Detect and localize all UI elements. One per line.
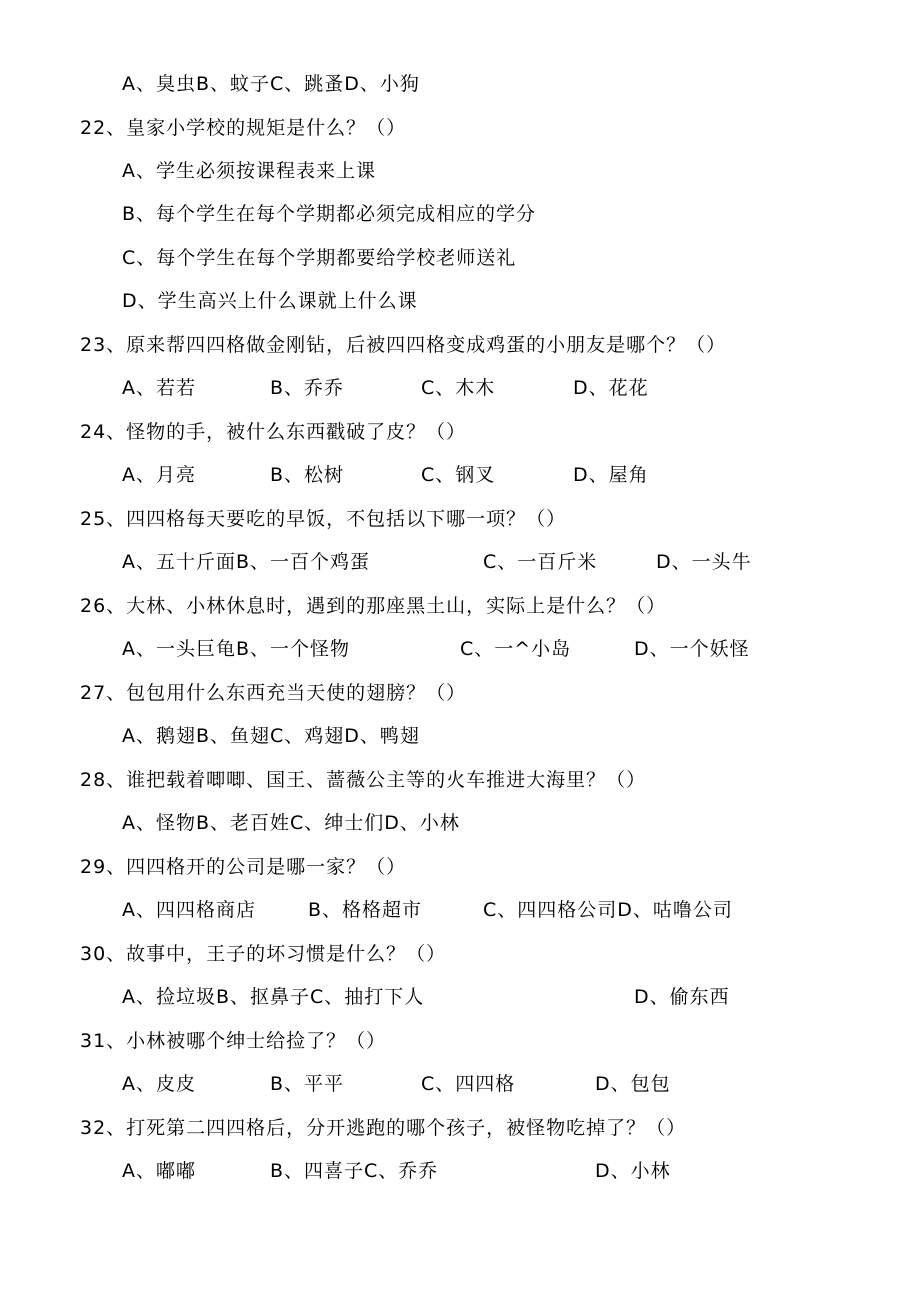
q32-option-d: D、小林 <box>595 1160 671 1182</box>
q32-option-bc: B、四喜子C、乔乔 <box>270 1160 439 1182</box>
question-31: 31、小林被哪个绅士给捡了？（） <box>80 1030 387 1052</box>
q21-options: A、臭虫B、蚊子C、跳蚤D、小狗 <box>122 73 420 95</box>
q27-options: A、鹅翅B、鱼翅C、鸡翅D、鸭翅 <box>122 725 420 747</box>
q23-option-b: B、乔乔 <box>270 377 345 399</box>
q31-option-d: D、包包 <box>595 1073 671 1095</box>
q22-option-b: B、每个学生在每个学期都必须完成相应的学分 <box>122 203 537 225</box>
q23-option-d: D、花花 <box>573 377 649 399</box>
q25-option-ab: A、五十斤面B、一百个鸡蛋 <box>122 551 371 573</box>
q24-option-b: B、松树 <box>270 464 345 486</box>
question-22: 22、皇家小学校的规矩是什么？（） <box>80 117 407 139</box>
q22-option-c: C、每个学生在每个学期都要给学校老师送礼 <box>122 247 517 269</box>
q31-option-b: B、平平 <box>270 1073 345 1095</box>
q31-option-c: C、四四格 <box>421 1073 516 1095</box>
q29-option-b: B、格格超市 <box>308 899 423 921</box>
question-27: 27、包包用什么东西充当天使的翅膀？（） <box>80 682 467 704</box>
q24-option-d: D、屋角 <box>573 464 649 486</box>
question-25: 25、四四格每天要吃的早饭，不包括以下哪一项？（） <box>80 508 567 530</box>
q26-option-ab: A、一头巨龟B、一个怪物 <box>122 638 351 660</box>
q26-option-c: C、一^小岛 <box>460 638 572 660</box>
q24-option-a: A、月亮 <box>122 464 196 486</box>
q25-option-d: D、一头牛 <box>656 551 752 573</box>
q23-option-a: A、若若 <box>122 377 196 399</box>
q30-option-abc: A、捡垃圾B、抠鼻子C、抽打下人 <box>122 986 425 1008</box>
q29-option-cd: C、四四格公司D、咕噜公司 <box>483 899 733 921</box>
q29-option-a: A、四四格商店 <box>122 899 256 921</box>
question-24: 24、怪物的手，被什么东西戳破了皮？（） <box>80 421 467 443</box>
q31-option-a: A、皮皮 <box>122 1073 196 1095</box>
question-23: 23、原来帮四四格做金刚钻，后被四四格变成鸡蛋的小朋友是哪个？（） <box>80 334 727 356</box>
question-26: 26、大林、小林休息时，遇到的那座黑土山，实际上是什么？（） <box>80 595 667 617</box>
q32-option-a: A、嘟嘟 <box>122 1160 196 1182</box>
question-28: 28、谁把载着唧唧、国王、蔷薇公主等的火车推进大海里？（） <box>80 769 647 791</box>
q30-option-d: D、偷东西 <box>634 986 730 1008</box>
q23-option-c: C、木木 <box>421 377 496 399</box>
question-29: 29、四四格开的公司是哪一家？（） <box>80 856 407 878</box>
question-32: 32、打死第二四四格后，分开逃跑的哪个孩子，被怪物吃掉了？（） <box>80 1117 687 1139</box>
q28-options: A、怪物B、老百姓C、绅士们D、小林 <box>122 812 460 834</box>
q22-option-d: D、学生高兴上什么课就上什么课 <box>122 290 418 312</box>
q22-option-a: A、学生必须按课程表来上课 <box>122 160 376 182</box>
q25-option-c: C、一百斤米 <box>483 551 598 573</box>
question-30: 30、故事中，王子的坏习惯是什么？（） <box>80 943 447 965</box>
q26-option-d: D、一个妖怪 <box>634 638 750 660</box>
q24-option-c: C、钢叉 <box>421 464 496 486</box>
